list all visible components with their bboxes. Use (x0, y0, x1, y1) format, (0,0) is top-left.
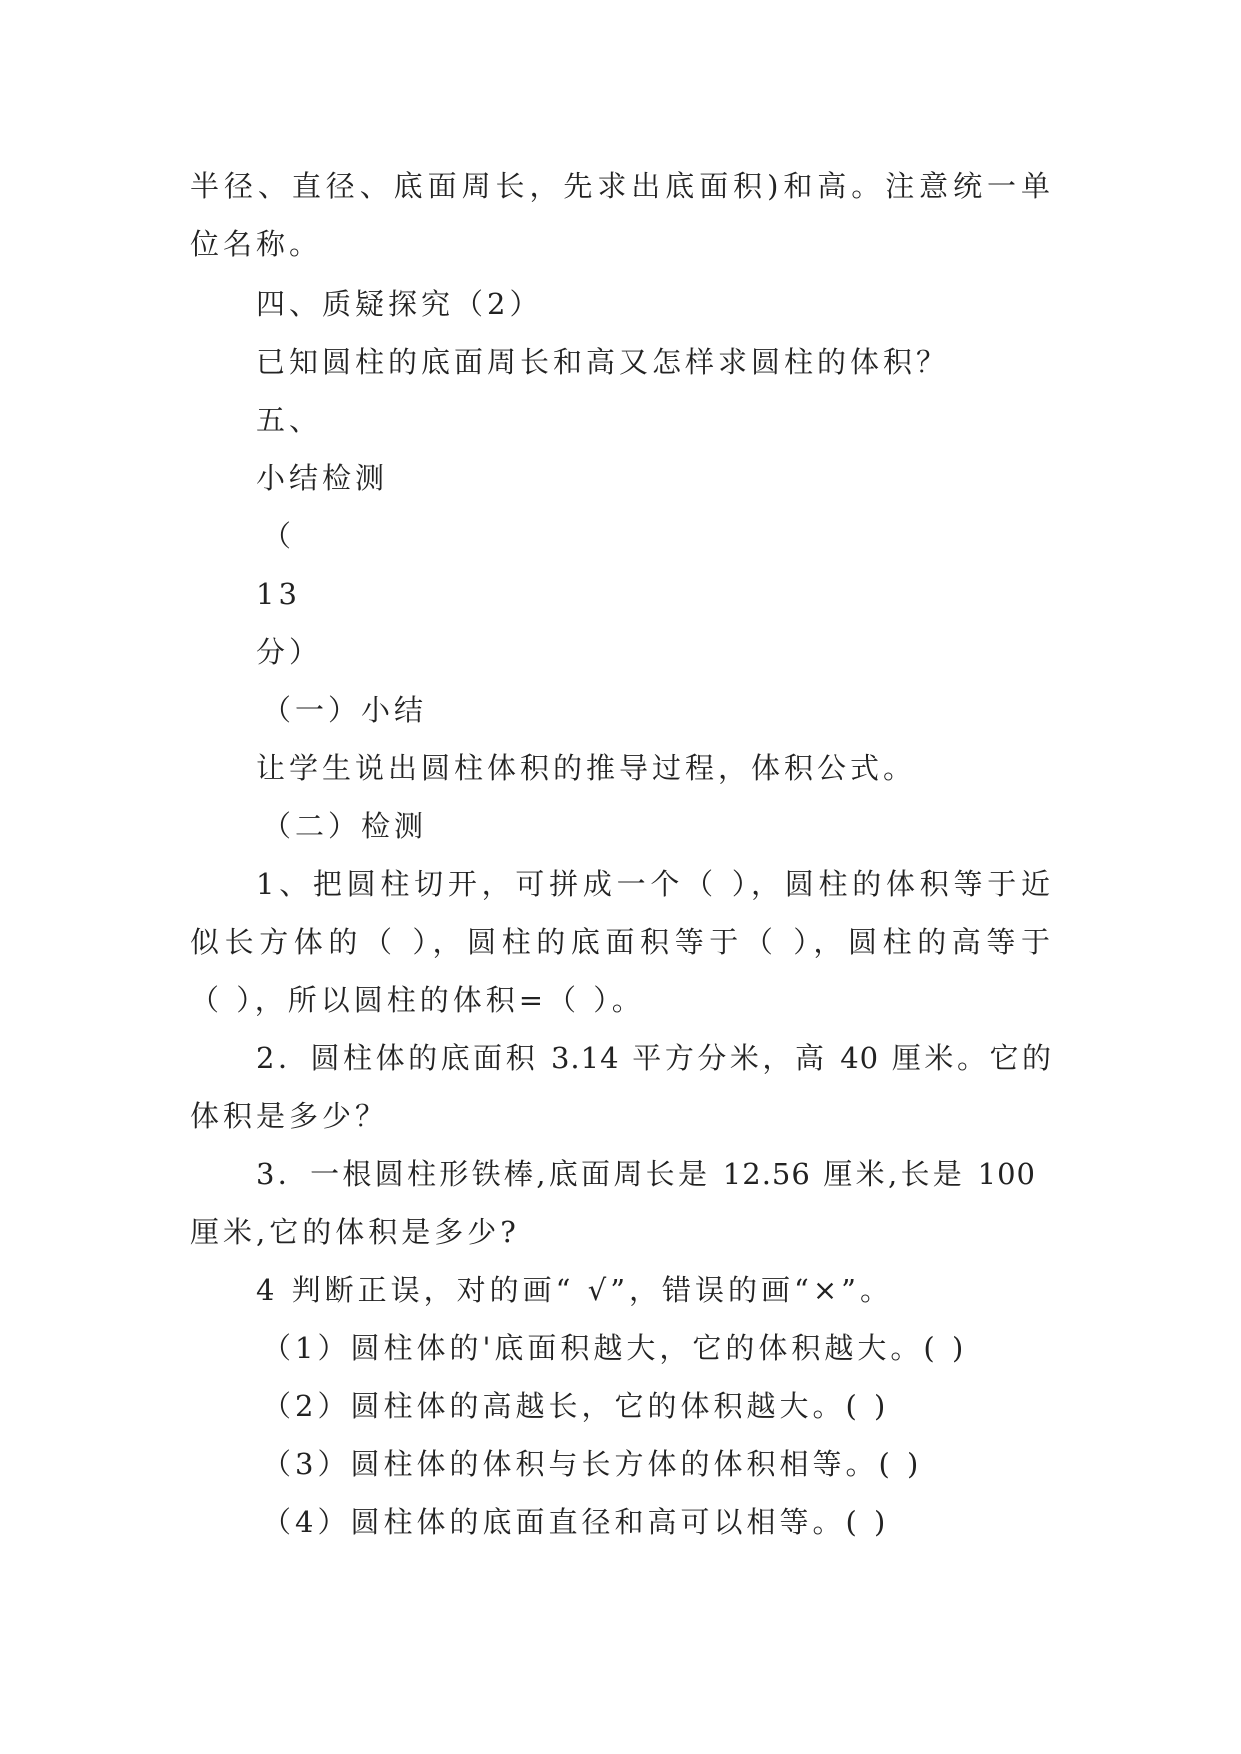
exercise-line: （ ），所以圆柱的体积=（ ）。 (190, 983, 645, 1017)
section-heading: 分） (256, 635, 323, 669)
paragraph-line: 让学生说出圆柱体积的推导过程，体积公式。 (256, 751, 917, 785)
section-heading: （ (262, 519, 296, 553)
section-heading: 小结检测 (256, 461, 389, 495)
section-heading: 13 (256, 577, 301, 611)
judgement-item: （4）圆柱体的底面直径和高可以相等。( ) (262, 1505, 890, 1539)
exercise-line: 3．一根圆柱形铁棒,底面周长是 12.56 厘米,长是 100 (256, 1157, 1036, 1191)
exercise-line: 厘米,它的体积是多少? (190, 1215, 520, 1249)
paragraph-line: 位名称。 (190, 227, 323, 261)
exercise-line: 似长方体的（ ），圆柱的底面积等于（ ），圆柱的高等于 (190, 925, 1052, 959)
subsection-heading: （二）检测 (262, 809, 428, 843)
section-heading: 四、质疑探究（2） (256, 287, 543, 321)
judgement-item: （1）圆柱体的'底面积越大，它的体积越大。( ) (262, 1331, 968, 1365)
paragraph-line: 已知圆柱的底面周长和高又怎样求圆柱的体积？ (256, 345, 950, 379)
paragraph-line: 半径、直径、底面周长，先求出底面积)和高。注意统一单 (190, 169, 1052, 203)
exercise-line: 体积是多少？ (190, 1099, 389, 1133)
exercise-line: 4 判断正误，对的画“ √”，错误的画“×”。 (256, 1273, 893, 1307)
judgement-item: （2）圆柱体的高越长，它的体积越大。( ) (262, 1389, 890, 1423)
subsection-heading: （一）小结 (262, 693, 428, 727)
section-heading: 五、 (256, 403, 323, 437)
exercise-line: 1、把圆柱切开，可拼成一个（ ），圆柱的体积等于近 (256, 867, 1052, 901)
exercise-line: 2．圆柱体的底面积 3.14 平方分米，高 40 厘米。它的 (256, 1041, 1052, 1075)
judgement-item: （3）圆柱体的体积与长方体的体积相等。( ) (262, 1447, 923, 1481)
